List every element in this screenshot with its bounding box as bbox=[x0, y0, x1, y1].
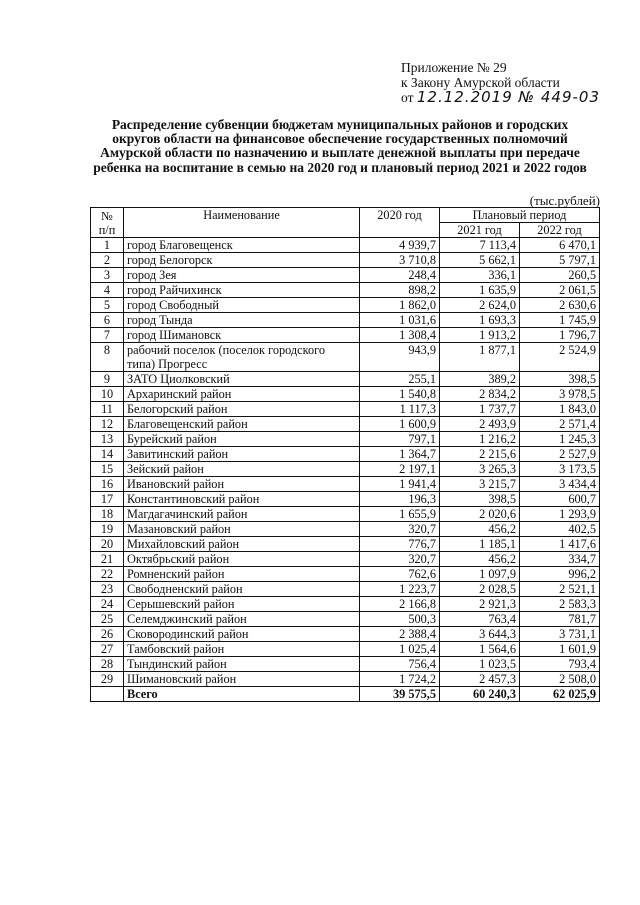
row-2021: 3 215,7 bbox=[440, 477, 520, 492]
table-row bbox=[91, 597, 600, 612]
row-2022: 2 630,6 bbox=[520, 298, 600, 313]
row-2020: 1 364,7 bbox=[360, 447, 440, 462]
row-2022: 5 797,1 bbox=[520, 253, 600, 268]
row-2020: 500,3 bbox=[360, 612, 440, 627]
row-2020: 898,2 bbox=[360, 283, 440, 298]
row-2021: 2 493,9 bbox=[440, 417, 520, 432]
row-name: Архаринский район bbox=[124, 387, 360, 402]
total-empty bbox=[91, 687, 124, 702]
row-2022: 2 508,0 bbox=[520, 672, 600, 687]
row-number: 8 bbox=[91, 343, 124, 372]
header-planned-period: Плановый период bbox=[440, 208, 600, 223]
row-2020: 196,3 bbox=[360, 492, 440, 507]
appendix-law: к Закону Амурской области bbox=[401, 75, 560, 90]
row-number: 25 bbox=[91, 612, 124, 627]
row-name: город Райчихинск bbox=[124, 283, 360, 298]
document-title: Распределение субвенции бюджетам муниципальных районов и городских округов области на финансовое обеспечение государственных полномочий Амурской области по назначению и выплате денежной выплаты при передаче ребенка на воспитание в семью на 2020 год и плановый период 2021 и 2022 годов bbox=[93, 117, 587, 175]
row-name: город Зея bbox=[124, 268, 360, 283]
row-number: 27 bbox=[91, 642, 124, 657]
row-2021: 1 693,3 bbox=[440, 313, 520, 328]
row-2020: 320,7 bbox=[360, 552, 440, 567]
row-2022: 2 521,1 bbox=[520, 582, 600, 597]
table-row bbox=[91, 372, 600, 387]
total-2021: 60 240,3 bbox=[440, 687, 520, 702]
row-2021: 1 913,2 bbox=[440, 328, 520, 343]
row-number: 20 bbox=[91, 537, 124, 552]
row-2021: 1 216,2 bbox=[440, 432, 520, 447]
row-2020: 1 031,6 bbox=[360, 313, 440, 328]
table-row bbox=[91, 672, 600, 687]
row-name: рабочий поселок (поселок городского типа) Прогресс bbox=[124, 343, 360, 372]
row-2020: 2 166,8 bbox=[360, 597, 440, 612]
table-row bbox=[91, 537, 600, 552]
table-row bbox=[91, 492, 600, 507]
row-2021: 389,2 bbox=[440, 372, 520, 387]
row-name: Тамбовский район bbox=[124, 642, 360, 657]
row-name: Селемджинский район bbox=[124, 612, 360, 627]
row-2020: 1 862,0 bbox=[360, 298, 440, 313]
row-name: город Тында bbox=[124, 313, 360, 328]
table-row bbox=[91, 612, 600, 627]
row-2022: 2 583,3 bbox=[520, 597, 600, 612]
row-2020: 1 655,9 bbox=[360, 507, 440, 522]
row-2022: 3 731,1 bbox=[520, 627, 600, 642]
row-number: 2 bbox=[91, 253, 124, 268]
row-2021: 1 023,5 bbox=[440, 657, 520, 672]
row-name: Завитинский район bbox=[124, 447, 360, 462]
row-2020: 1 724,2 bbox=[360, 672, 440, 687]
table-row bbox=[91, 298, 600, 313]
row-name: Тындинский район bbox=[124, 657, 360, 672]
table-row bbox=[91, 328, 600, 343]
row-number: 26 bbox=[91, 627, 124, 642]
header-2021: 2021 год bbox=[440, 223, 520, 238]
row-2020: 320,7 bbox=[360, 522, 440, 537]
row-2021: 5 662,1 bbox=[440, 253, 520, 268]
header-2022: 2022 год bbox=[520, 223, 600, 238]
row-2021: 456,2 bbox=[440, 522, 520, 537]
row-2021: 763,4 bbox=[440, 612, 520, 627]
row-2020: 776,7 bbox=[360, 537, 440, 552]
table-row bbox=[91, 447, 600, 462]
table-row bbox=[91, 507, 600, 522]
row-2020: 1 223,7 bbox=[360, 582, 440, 597]
row-name: Серышевский район bbox=[124, 597, 360, 612]
row-2022: 1 417,6 bbox=[520, 537, 600, 552]
appendix-header bbox=[401, 60, 600, 105]
row-2021: 3 644,3 bbox=[440, 627, 520, 642]
table-row bbox=[91, 582, 600, 597]
table-row bbox=[91, 477, 600, 492]
row-2022: 3 173,5 bbox=[520, 462, 600, 477]
header-2020: 2020 год bbox=[360, 208, 440, 238]
row-number: 13 bbox=[91, 432, 124, 447]
row-name: Магдагачинский район bbox=[124, 507, 360, 522]
row-number: 11 bbox=[91, 402, 124, 417]
row-name: Свободненский район bbox=[124, 582, 360, 597]
table-row bbox=[91, 313, 600, 328]
row-name: Константиновский район bbox=[124, 492, 360, 507]
table-row bbox=[91, 567, 600, 582]
row-2021: 2 624,0 bbox=[440, 298, 520, 313]
row-2020: 4 939,7 bbox=[360, 238, 440, 253]
units-label: (тыс.рублей) bbox=[529, 193, 600, 208]
row-name: Ивановский район bbox=[124, 477, 360, 492]
row-2021: 2 921,3 bbox=[440, 597, 520, 612]
row-name: Ромненский район bbox=[124, 567, 360, 582]
row-2020: 255,1 bbox=[360, 372, 440, 387]
row-name: Октябрьский район bbox=[124, 552, 360, 567]
table-row bbox=[91, 432, 600, 447]
row-2021: 1 877,1 bbox=[440, 343, 520, 372]
row-2022: 2 571,4 bbox=[520, 417, 600, 432]
row-number: 5 bbox=[91, 298, 124, 313]
row-number: 6 bbox=[91, 313, 124, 328]
row-number: 16 bbox=[91, 477, 124, 492]
row-2022: 6 470,1 bbox=[520, 238, 600, 253]
row-2022: 334,7 bbox=[520, 552, 600, 567]
row-name: Белогорский район bbox=[124, 402, 360, 417]
row-2020: 1 025,4 bbox=[360, 642, 440, 657]
row-2020: 1 117,3 bbox=[360, 402, 440, 417]
total-label: Всего bbox=[124, 687, 360, 702]
row-2021: 398,5 bbox=[440, 492, 520, 507]
row-2020: 2 388,4 bbox=[360, 627, 440, 642]
row-2021: 456,2 bbox=[440, 552, 520, 567]
row-2021: 2 020,6 bbox=[440, 507, 520, 522]
row-2020: 248,4 bbox=[360, 268, 440, 283]
row-2022: 996,2 bbox=[520, 567, 600, 582]
total-2020: 39 575,5 bbox=[360, 687, 440, 702]
table-body bbox=[91, 238, 600, 702]
row-2021: 1 635,9 bbox=[440, 283, 520, 298]
row-number: 21 bbox=[91, 552, 124, 567]
row-2022: 398,5 bbox=[520, 372, 600, 387]
row-number: 23 bbox=[91, 582, 124, 597]
total-2022: 62 025,9 bbox=[520, 687, 600, 702]
row-name: Благовещенский район bbox=[124, 417, 360, 432]
table-row bbox=[91, 343, 600, 372]
table-row bbox=[91, 627, 600, 642]
row-2020: 943,9 bbox=[360, 343, 440, 372]
appendix-number: Приложение № 29 bbox=[401, 60, 507, 75]
total-row bbox=[91, 687, 600, 702]
row-2020: 1 308,4 bbox=[360, 328, 440, 343]
row-2021: 336,1 bbox=[440, 268, 520, 283]
row-2022: 3 434,4 bbox=[520, 477, 600, 492]
row-number: 3 bbox=[91, 268, 124, 283]
row-number: 1 bbox=[91, 238, 124, 253]
row-2022: 1 796,7 bbox=[520, 328, 600, 343]
row-2021: 1 737,7 bbox=[440, 402, 520, 417]
table-row bbox=[91, 462, 600, 477]
table-row bbox=[91, 238, 600, 253]
row-name: Сковородинский район bbox=[124, 627, 360, 642]
row-2020: 3 710,8 bbox=[360, 253, 440, 268]
table-row bbox=[91, 387, 600, 402]
row-2021: 1 185,1 bbox=[440, 537, 520, 552]
row-number: 7 bbox=[91, 328, 124, 343]
row-number: 10 bbox=[91, 387, 124, 402]
row-2020: 762,6 bbox=[360, 567, 440, 582]
table-row bbox=[91, 522, 600, 537]
table-row bbox=[91, 283, 600, 298]
handwritten-date-number: 12.12.2019 № 449-03 bbox=[416, 88, 601, 106]
row-number: 15 bbox=[91, 462, 124, 477]
row-2021: 2 834,2 bbox=[440, 387, 520, 402]
row-2021: 1 097,9 bbox=[440, 567, 520, 582]
appendix-date-line bbox=[401, 90, 600, 105]
row-2021: 3 265,3 bbox=[440, 462, 520, 477]
table-row bbox=[91, 417, 600, 432]
table-row bbox=[91, 552, 600, 567]
row-number: 12 bbox=[91, 417, 124, 432]
header-num bbox=[91, 208, 124, 238]
row-2022: 402,5 bbox=[520, 522, 600, 537]
row-2022: 2 061,5 bbox=[520, 283, 600, 298]
row-name: Бурейский район bbox=[124, 432, 360, 447]
row-number: 24 bbox=[91, 597, 124, 612]
row-number: 14 bbox=[91, 447, 124, 462]
row-2021: 2 457,3 bbox=[440, 672, 520, 687]
row-2020: 756,4 bbox=[360, 657, 440, 672]
table-row bbox=[91, 268, 600, 283]
row-2022: 1 245,3 bbox=[520, 432, 600, 447]
row-2021: 2 028,5 bbox=[440, 582, 520, 597]
row-name: Зейский район bbox=[124, 462, 360, 477]
row-name: город Шимановск bbox=[124, 328, 360, 343]
row-2022: 600,7 bbox=[520, 492, 600, 507]
table-row bbox=[91, 642, 600, 657]
table-header-row bbox=[91, 208, 600, 223]
row-2020: 1 941,4 bbox=[360, 477, 440, 492]
row-name: город Свободный bbox=[124, 298, 360, 313]
row-2022: 1 293,9 bbox=[520, 507, 600, 522]
row-2022: 793,4 bbox=[520, 657, 600, 672]
table-row bbox=[91, 253, 600, 268]
row-2022: 781,7 bbox=[520, 612, 600, 627]
row-name: город Белогорск bbox=[124, 253, 360, 268]
row-2022: 1 843,0 bbox=[520, 402, 600, 417]
header-name: Наименование bbox=[124, 208, 360, 238]
row-2022: 3 978,5 bbox=[520, 387, 600, 402]
row-2021: 2 215,6 bbox=[440, 447, 520, 462]
table-row bbox=[91, 402, 600, 417]
row-2022: 2 524,9 bbox=[520, 343, 600, 372]
row-2020: 1 600,9 bbox=[360, 417, 440, 432]
row-2022: 260,5 bbox=[520, 268, 600, 283]
row-number: 17 bbox=[91, 492, 124, 507]
row-number: 22 bbox=[91, 567, 124, 582]
row-number: 9 bbox=[91, 372, 124, 387]
row-2021: 7 113,4 bbox=[440, 238, 520, 253]
row-2020: 2 197,1 bbox=[360, 462, 440, 477]
row-name: Михайловский район bbox=[124, 537, 360, 552]
row-number: 19 bbox=[91, 522, 124, 537]
row-name: Мазановский район bbox=[124, 522, 360, 537]
header-num-line1: № bbox=[101, 208, 113, 223]
row-2020: 1 540,8 bbox=[360, 387, 440, 402]
row-number: 28 bbox=[91, 657, 124, 672]
row-2021: 1 564,6 bbox=[440, 642, 520, 657]
appendix-date-prefix: от bbox=[401, 90, 414, 105]
row-name: город Благовещенск bbox=[124, 238, 360, 253]
table-row bbox=[91, 657, 600, 672]
header-num-line2: п/п bbox=[98, 222, 116, 237]
row-2022: 1 745,9 bbox=[520, 313, 600, 328]
row-2022: 1 601,9 bbox=[520, 642, 600, 657]
row-2020: 797,1 bbox=[360, 432, 440, 447]
row-2022: 2 527,9 bbox=[520, 447, 600, 462]
row-number: 18 bbox=[91, 507, 124, 522]
subvention-table bbox=[90, 207, 600, 702]
row-name: ЗАТО Циолковский bbox=[124, 372, 360, 387]
row-number: 29 bbox=[91, 672, 124, 687]
row-number: 4 bbox=[91, 283, 124, 298]
row-name: Шимановский район bbox=[124, 672, 360, 687]
